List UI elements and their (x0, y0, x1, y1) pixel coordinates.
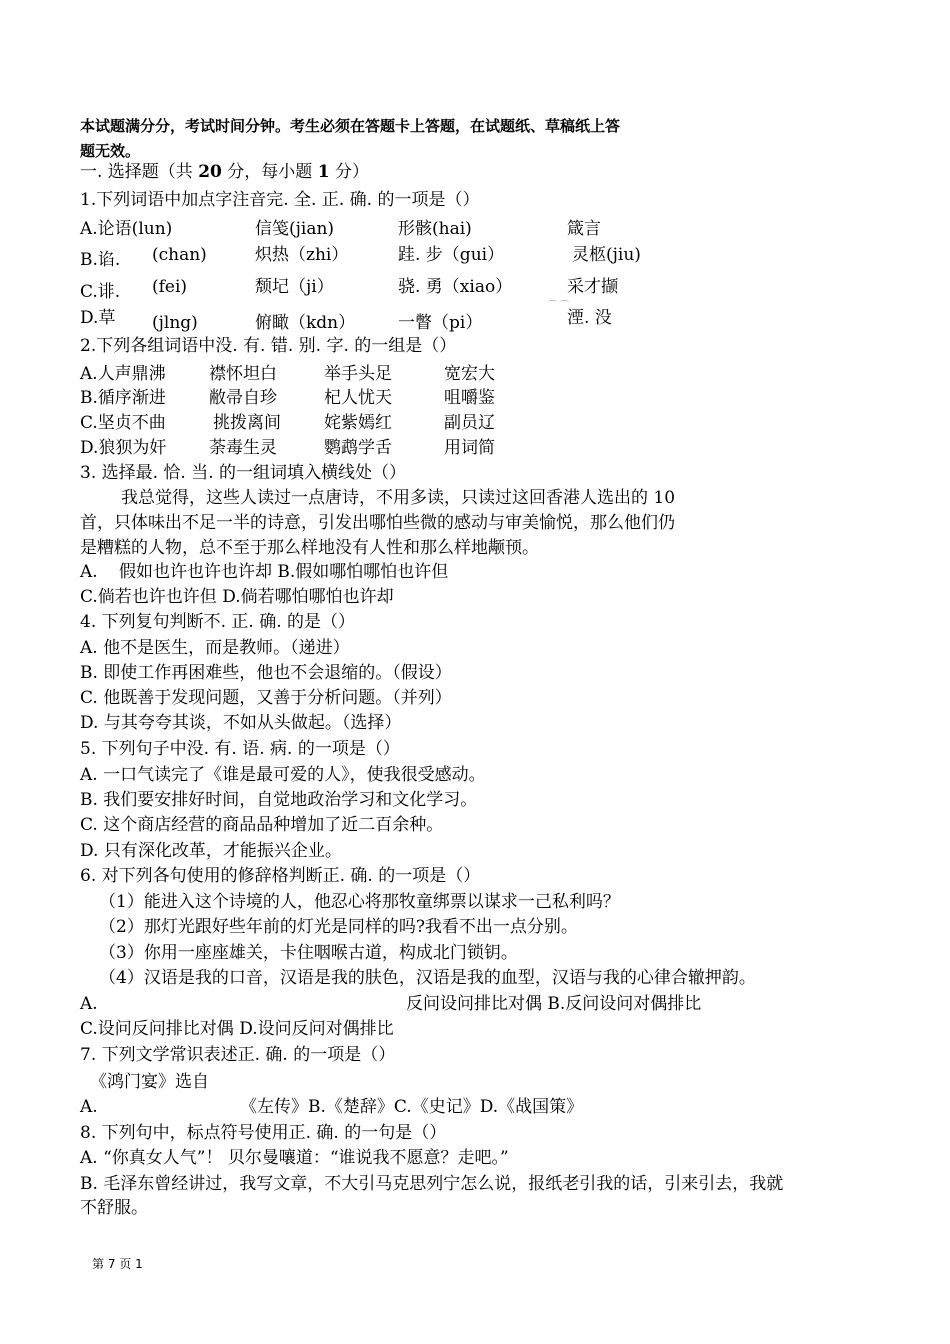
q1-row-d-5: 湮. 没 (567, 308, 612, 328)
q7-stem: 7. 下列文学常识表述正. 确. 的一项是（） (80, 1045, 396, 1065)
q4-opt-c: C. 他既善于发现问题，又善于分析问题。（并列） (80, 688, 452, 708)
q1-row-c-3: 颓圮（ji） (255, 277, 334, 297)
q6-sentence-2: （2）那灯光跟好些年前的灯光是同样的吗?我看不出一点分别。 (99, 917, 578, 937)
q2-d-4: 用词简 (444, 438, 495, 458)
header-line-2: 题无效。 (80, 142, 141, 160)
q2-stem: 2.下列各组词语中没. 有. 错. 别. 字. 的一组是（） (80, 336, 457, 356)
q3-opt-a-label: A. (80, 562, 98, 582)
q2-a-1: A.人声鼎沸 (80, 364, 166, 384)
q1-row-b-1: B.谄. (80, 250, 121, 270)
q2-d-3: 鹦鹉学舌 (324, 438, 392, 458)
q2-b-3: 杞人忧天 (324, 388, 392, 408)
q2-b-2: 敝帚自珍 (209, 388, 277, 408)
q7-opts: 《左传》B.《楚辞》C.《史记》D.《战国策》 (240, 1097, 584, 1117)
q1-row-a-2: 信笺(jian) (255, 219, 335, 239)
q5-opt-b: B. 我们要安排好时间，自觉地政治学习和文化学习。 (80, 790, 478, 810)
q3-opt-ab: 假如也许也许也许却 B.假如哪怕哪怕也许但 (119, 562, 449, 582)
section-title-post: 分） (329, 162, 369, 182)
q2-b-4: 咀嚼鉴 (444, 388, 495, 408)
q6-sentence-4: （4）汉语是我的口音，汉语是我的肤色，汉语是我的血型，汉语与我的心律合辙押韵。 (99, 968, 756, 988)
q1-row-a-3: 形骸(hai) (398, 219, 472, 239)
section-title-pre: 一. 选择题（共 (80, 162, 199, 182)
q5-stem: 5. 下列句子中没. 有. 语. 病. 的一项是（） (80, 739, 400, 759)
q1-row-b-5: 灵柩(jiu) (572, 245, 641, 265)
q2-d-1: D.狼狈为奸 (80, 438, 167, 458)
q1-row-a-4: 箴言 (567, 219, 601, 239)
q6-sentence-1: （1）能进入这个诗境的人，他忍心将那牧童绑票以谋求一己私利吗？ (99, 892, 620, 912)
q3-passage-3: 是糟糕的人物，总不至于那么样地没有人性和那么样地颟顸。 (80, 538, 539, 558)
q3-opt-cd: C.倘若也许也许但 D.倘若哪怕哪怕也许却 (80, 587, 394, 607)
q2-a-4: 宽宏大 (444, 364, 495, 384)
q6-opt-cd: C.设问反问排比对偶 D.设问反问对偶排比 (80, 1019, 394, 1039)
section-title (80, 162, 369, 182)
q6-stem: 6. 对下列各句使用的修辞格判断正. 确. 的一项是（） (80, 866, 481, 886)
q1-row-c-2: (fei) (152, 277, 188, 297)
section-points: 20 (198, 162, 222, 182)
q2-a-3: 举手头足 (324, 364, 392, 384)
q7-opt-a-label: A. (80, 1097, 98, 1117)
q2-d-2: 荼毒生灵 (209, 438, 277, 458)
q3-stem: 3. 选择最. 恰. 当. 的一组词填入横线处（） (80, 463, 407, 483)
q7-sub: 《鸿门宴》选自 (90, 1072, 209, 1092)
q2-c-3: 姹紫嫣红 (324, 413, 392, 433)
decorative-marks: ⌒ ⌒ (548, 301, 569, 311)
q5-opt-c: C. 这个商店经营的商品品种增加了近二百余种。 (80, 815, 444, 835)
q3-passage-1: 我总觉得，这些人读过一点唐诗，不用多读，只读过这回香港人选出的 10 (121, 488, 676, 508)
q1-row-a-1: A.论语(lun) (80, 219, 173, 239)
q6-opt-ab: 反问设问排比对偶 B.反问设问对偶排比 (406, 994, 702, 1014)
q2-a-2: 襟怀坦白 (209, 364, 277, 384)
q2-b-1: B.循序渐进 (80, 388, 166, 408)
section-title-mid: 分，每小题 (221, 162, 318, 182)
q5-opt-d: D. 只有深化改革，才能振兴企业。 (80, 841, 342, 861)
q4-stem: 4. 下列复句判断不. 正. 确. 的是（） (80, 612, 356, 632)
q1-row-c-5: 采才撷 (567, 277, 618, 297)
q1-row-b-3: 炽热（zhi） (255, 245, 349, 265)
q1-row-b-4: 跬. 步（gui） (398, 245, 505, 265)
q2-c-4: 副员辽 (444, 413, 495, 433)
q4-opt-a: A. 他不是医生，而是教师。（递进） (80, 638, 350, 658)
q1-row-d-1: D.草 (80, 308, 116, 328)
q1-stem: 1.下列词语中加点字注音完. 全. 正. 确. 的一项是（） (80, 190, 480, 210)
q1-row-c-1: C.诽. (80, 282, 121, 302)
section-each: 1 (317, 162, 330, 182)
q8-opt-b-1: B. 毛泽东曾经讲过，我写文章，不大引马克思列宁怎么说，报纸老引我的话，引来引去，我就 (80, 1174, 784, 1194)
q1-row-c-4: 骁. 勇（xiao） (398, 277, 513, 297)
header-line-1: 本试题满分分，考试时间分钟。考生必须在答题卡上答题，在试题纸、草稿纸上答 (80, 117, 621, 135)
q4-opt-b: B. 即使工作再困难些，他也不会退缩的。（假设） (80, 663, 452, 683)
q2-c-2: 挑拨离间 (213, 413, 281, 433)
q8-opt-b-2: 不舒服。 (80, 1198, 148, 1218)
q4-opt-d: D. 与其夸夸其谈，不如从头做起。（选择） (80, 713, 402, 733)
q1-row-d-4: 一瞥（pi） (398, 313, 483, 333)
q6-opt-a-label: A. (80, 994, 98, 1014)
q1-row-b-2: (chan) (152, 245, 207, 265)
q8-opt-a: A. “你真女人气”！ 贝尔曼嚷道：“谁说我不愿意？走吧。” (80, 1148, 509, 1168)
page-number: 第 7 页 1 (92, 1257, 143, 1271)
q5-opt-a: A. 一口气读完了《谁是最可爱的人》，使我很受感动。 (80, 765, 486, 785)
q2-c-1: C.坚贞不曲 (80, 413, 166, 433)
q8-stem: 8. 下列句中，标点符号使用正. 确. 的一句是（） (80, 1123, 447, 1143)
q1-row-d-3: 俯瞰（kdn） (255, 313, 356, 333)
q6-sentence-3: （3）你用一座座雄关，卡住咽喉古道，构成北门锁钥。 (99, 943, 518, 963)
q3-passage-2: 首，只体味出不足一半的诗意，引发出哪怕些微的感动与审美愉悦，那么他们仍 (80, 513, 675, 533)
q1-row-d-2: (jlng) (152, 313, 198, 333)
